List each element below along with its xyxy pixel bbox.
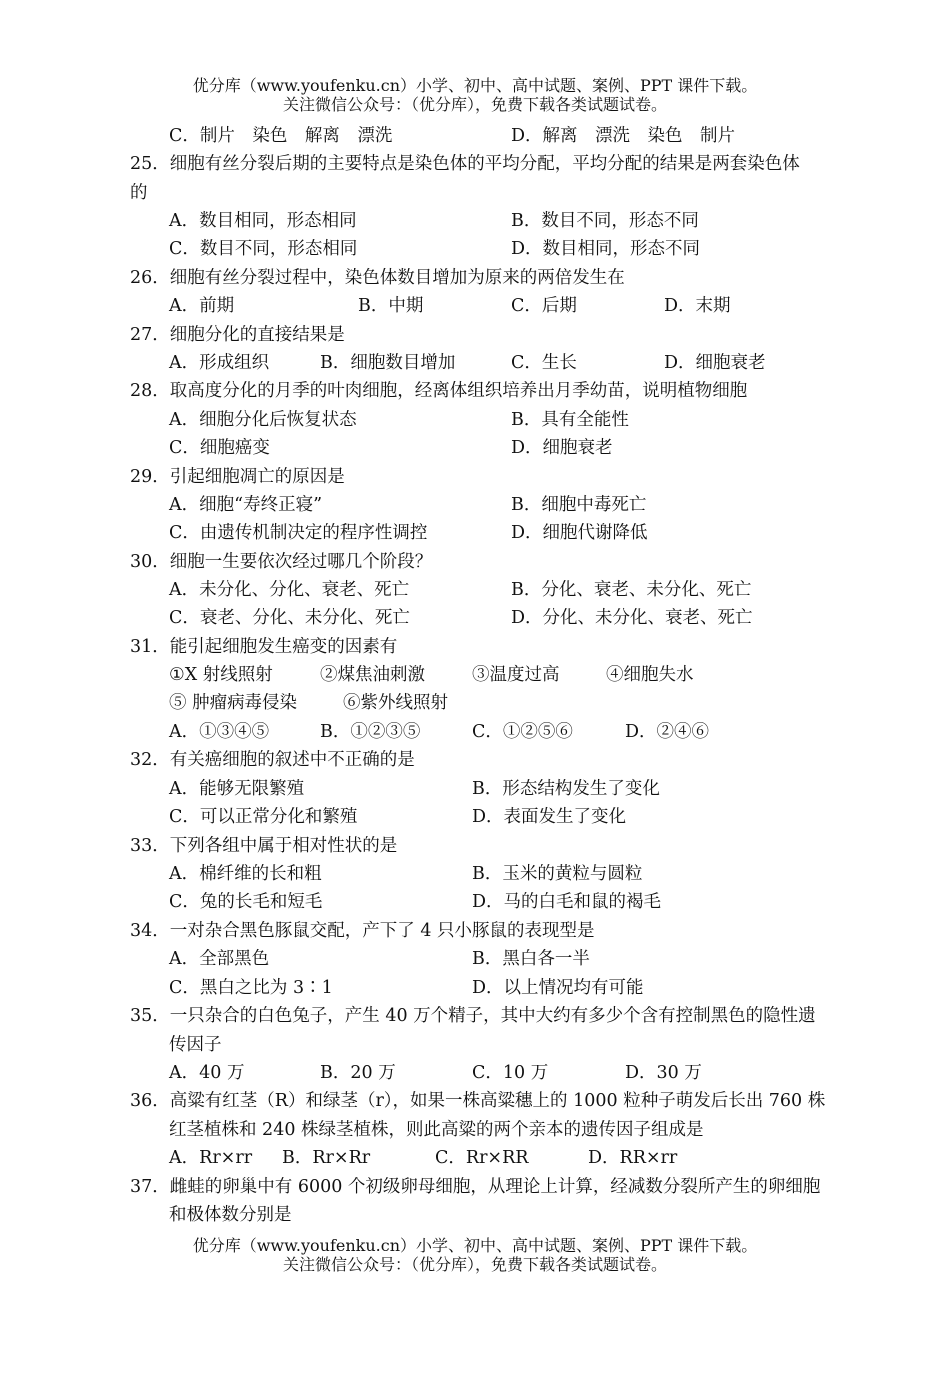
q35-stem-line-1: 35．一只杂合的白色兔子，产生 40 万个精子，其中大约有多少个含有控制黑色的隐性遗 (130, 1006, 816, 1026)
q28-option-c: C．细胞癌变 (169, 438, 270, 458)
q34-option-a: A．全部黑色 (169, 949, 270, 969)
q27-option-a: A．形成组织 (169, 353, 270, 373)
q36-option-a: A．Rr×rr (169, 1148, 253, 1168)
q25-option-d: D．数目相同，形态不同 (511, 239, 701, 259)
q25-stem-line-2: 的 (130, 183, 148, 203)
q26-option-d: D．末期 (664, 296, 731, 316)
q36-option-b: B．Rr×Rr (282, 1148, 371, 1168)
q32-option-c: C．可以正常分化和繁殖 (169, 807, 358, 827)
q28-option-b: B．具有全能性 (511, 410, 629, 430)
q29-option-b: B．细胞中毒死亡 (511, 495, 647, 515)
q28-option-d: D．细胞衰老 (511, 438, 613, 458)
q31-option-c: C．①②⑤⑥ (472, 722, 573, 742)
q31-option-b: B．①②③⑤ (320, 722, 421, 742)
q34-option-b: B．黑白各一半 (472, 949, 590, 969)
q25-option-a: A．数目相同，形态相同 (169, 211, 357, 231)
q30-stem: 30．细胞一生要依次经过哪几个阶段？ (130, 552, 433, 572)
q32-option-b: B．形态结构发生了变化 (472, 779, 660, 799)
q37-stem-line-1: 37．雌蛙的卵巢中有 6000 个初级卵母细胞，从理论上计算，经减数分裂所产生的卵细胞 (130, 1177, 821, 1197)
header-line-1: 优分库（www.youfenku.cn）小学、初中、高中试题、案例、PPT 课件下载。 (192, 76, 758, 95)
footer-line-1: 优分库（www.youfenku.cn）小学、初中、高中试题、案例、PPT 课件下载。 (192, 1236, 758, 1255)
q37-stem-line-2: 和极体数分别是 (169, 1205, 292, 1225)
q32-stem: 32．有关癌细胞的叙述中不正确的是 (130, 750, 415, 770)
q33-stem: 33．下列各组中属于相对性状的是 (130, 836, 398, 856)
q36-stem-line-2: 红茎植株和 240 株绿茎植株，则此高粱的两个亲本的遗传因子组成是 (169, 1120, 704, 1140)
q24-option-c: C．制片 染色 解离 漂洗 (169, 126, 393, 146)
header-line-2: 关注微信公众号：（优分库），免费下载各类试题试卷。 (282, 95, 667, 114)
q31-factor-6: ⑥紫外线照射 (343, 693, 448, 713)
q34-option-c: C．黑白之比为 3∶1 (169, 978, 333, 998)
q30-option-d: D．分化、未分化、衰老、死亡 (511, 608, 753, 628)
q31-factor-3: ③温度过高 (472, 665, 560, 685)
q31-option-a: A．①③④⑤ (169, 722, 270, 742)
q31-option-d: D．②④⑥ (625, 722, 710, 742)
q28-option-a: A．细胞分化后恢复状态 (169, 410, 357, 430)
q26-option-b: B．中期 (358, 296, 424, 316)
q36-stem-line-1: 36．高粱有红茎（R）和绿茎（r），如果一株高粱穗上的 1000 粒种子萌发后长出 760 株 (130, 1091, 826, 1111)
q35-option-b: B．20 万 (320, 1063, 396, 1083)
q26-stem: 26．细胞有丝分裂过程中，染色体数目增加为原来的两倍发生在 (130, 268, 625, 288)
q31-factor-4: ④细胞失水 (606, 665, 694, 685)
q25-option-c: C．数目不同，形态相同 (169, 239, 358, 259)
q29-stem: 29．引起细胞凋亡的原因是 (130, 467, 345, 487)
q35-stem-line-2: 传因子 (169, 1035, 222, 1055)
q34-stem: 34．一对杂合黑色豚鼠交配，产下了 4 只小豚鼠的表现型是 (130, 921, 595, 941)
q29-option-a: A．细胞“寿终正寝” (169, 495, 323, 515)
q33-option-b: B．玉米的黄粒与圆粒 (472, 864, 643, 884)
q35-option-d: D．30 万 (625, 1063, 702, 1083)
q27-stem: 27．细胞分化的直接结果是 (130, 325, 345, 345)
q29-option-c: C．由遗传机制决定的程序性调控 (169, 523, 428, 543)
q25-stem-line-1: 25．细胞有丝分裂后期的主要特点是染色体的平均分配，平均分配的结果是两套染色体 (130, 154, 800, 174)
q27-option-c: C．生长 (511, 353, 577, 373)
q24-option-d: D．解离 漂洗 染色 制片 (511, 126, 736, 146)
q31-stem: 31．能引起细胞发生癌变的因素有 (130, 637, 398, 657)
q30-option-b: B．分化、衰老、未分化、死亡 (511, 580, 752, 600)
q27-option-b: B．细胞数目增加 (320, 353, 456, 373)
q30-option-c: C．衰老、分化、未分化、死亡 (169, 608, 410, 628)
page-footer (0, 1236, 950, 1274)
q25-option-b: B．数目不同，形态不同 (511, 211, 699, 231)
q36-option-d: D．RR×rr (588, 1148, 678, 1168)
q35-option-a: A．40 万 (169, 1063, 245, 1083)
q32-option-a: A．能够无限繁殖 (169, 779, 305, 799)
page-header (0, 76, 950, 114)
q31-factor-1: ①X 射线照射 (169, 665, 273, 685)
q28-stem: 28．取高度分化的月季的叶肉细胞，经离体组织培养出月季幼苗，说明植物细胞 (130, 381, 748, 401)
q33-option-c: C．兔的长毛和短毛 (169, 892, 323, 912)
q36-option-c: C．Rr×RR (435, 1148, 529, 1168)
q29-option-d: D．细胞代谢降低 (511, 523, 648, 543)
q33-option-d: D．马的白毛和鼠的褐毛 (472, 892, 662, 912)
q33-option-a: A．棉纤维的长和粗 (169, 864, 322, 884)
q30-option-a: A．未分化、分化、衰老、死亡 (169, 580, 410, 600)
q27-option-d: D．细胞衰老 (664, 353, 766, 373)
footer-line-2: 关注微信公众号：（优分库），免费下载各类试题试卷。 (282, 1255, 667, 1274)
q26-option-c: C．后期 (511, 296, 577, 316)
q35-option-c: C．10 万 (472, 1063, 549, 1083)
q31-factor-5: ⑤ 肿瘤病毒侵染 (169, 693, 298, 713)
q31-factor-2: ②煤焦油刺激 (320, 665, 425, 685)
q32-option-d: D．表面发生了变化 (472, 807, 627, 827)
q34-option-d: D．以上情况均有可能 (472, 978, 644, 998)
q26-option-a: A．前期 (169, 296, 235, 316)
